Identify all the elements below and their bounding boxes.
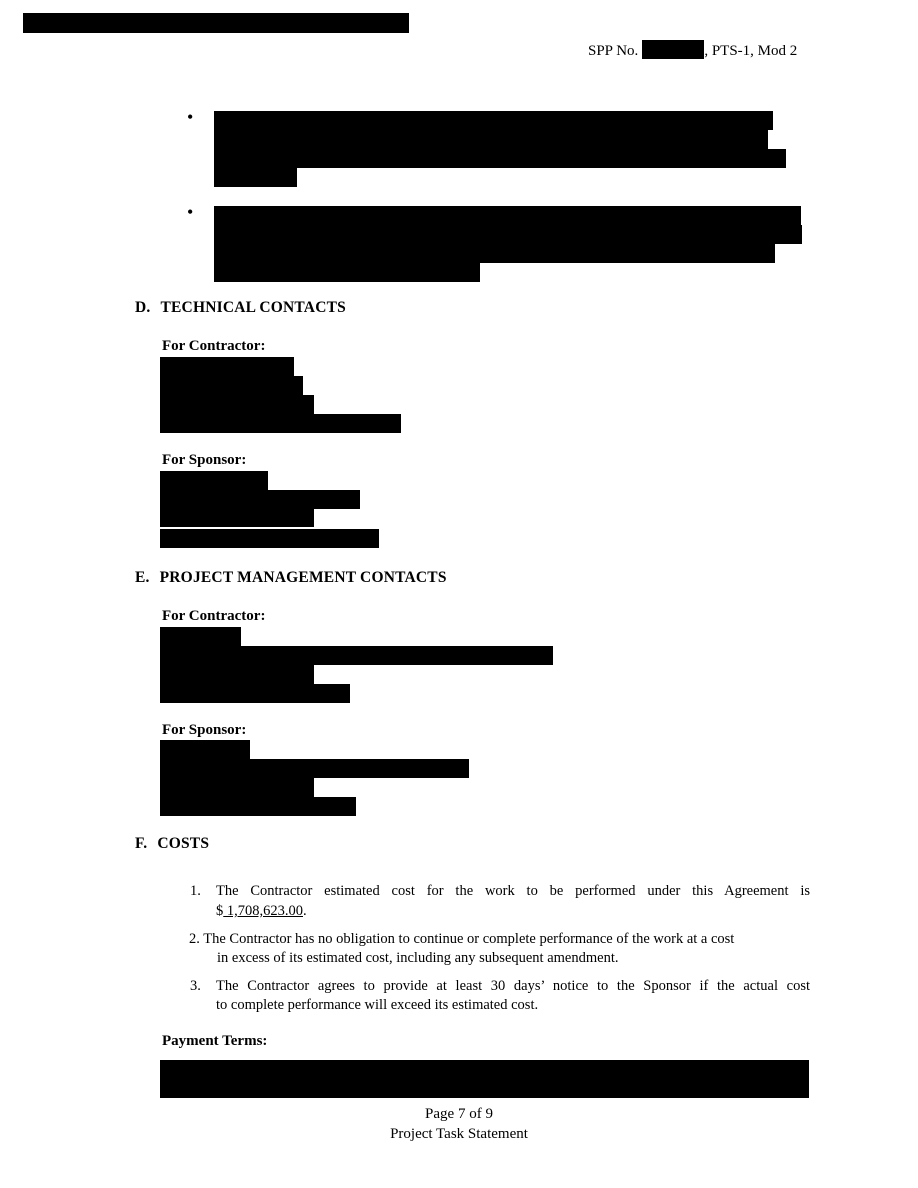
cost-amount: 1,708,623.00 [223,903,303,919]
bullet-2-redaction-line-2 [214,225,802,244]
d-contractor-redaction-4 [160,414,401,433]
spp-header [588,40,797,60]
footer-doc-title: Project Task Statement [390,1126,528,1142]
e-contractor-redaction-2 [160,646,553,665]
cost-item-1-line-2 [216,902,307,921]
bullet-2-redaction-line-4 [214,263,480,282]
e-sponsor-redaction-1 [160,740,250,759]
e-sponsor-redaction-2 [160,759,469,778]
d-sponsor-redaction-4 [160,529,379,548]
section-f-title: COSTS [157,835,210,852]
cost-item-2-number: 2. [189,931,200,947]
spp-number-redaction [642,40,704,59]
e-contractor-redaction-1 [160,627,241,646]
cost-item-1-number: 1. [190,883,201,899]
redaction-top-left [23,13,409,33]
bullet-1-redaction-line-1 [214,111,773,130]
cost-item-3-line-2: to complete performance will exceed its estimated cost. [216,997,539,1013]
bullet-2-redaction-line-3 [214,244,775,263]
section-d-letter: D. [135,299,151,316]
section-e-heading [135,569,447,587]
d-sponsor-redaction-2 [160,490,360,509]
section-f-heading [135,835,209,853]
cost-dollar-sign: $ [216,903,224,919]
d-sponsor-redaction-3 [160,509,314,527]
section-d-title: TECHNICAL CONTACTS [160,299,346,316]
section-e-sponsor-label: For Sponsor: [162,722,247,738]
bullet-1: • [187,107,194,127]
bullet-2: • [187,202,194,222]
section-e-title: PROJECT MANAGEMENT CONTACTS [159,569,447,586]
d-contractor-redaction-1 [160,357,294,376]
d-contractor-redaction-2 [160,376,303,395]
bullet-1-redaction-line-2 [214,130,768,149]
cost-item-2-text-1: The Contractor has no obligation to continue or complete performance of the work at a cost [203,931,735,947]
e-sponsor-redaction-3 [160,778,314,797]
payment-terms-redaction [160,1060,809,1098]
payment-terms-label: Payment Terms: [162,1033,268,1049]
d-sponsor-redaction-1 [160,471,268,490]
bullet-1-redaction-line-3 [214,149,786,168]
cost-item-3-line-1: The Contractor agrees to provide at least 30 days’ notice to the Sponsor if the actual cost [216,978,810,994]
d-contractor-redaction-3 [160,395,314,414]
e-contractor-redaction-4 [160,684,350,703]
bullet-1-redaction-line-4 [214,168,297,187]
cost-item-2-line-2: in excess of its estimated cost, including any subsequent amendment. [217,950,619,966]
section-d-contractor-label: For Contractor: [162,338,266,354]
section-e-letter: E. [135,569,150,586]
spp-suffix: , PTS-1, Mod 2 [704,43,798,59]
section-d-sponsor-label: For Sponsor: [162,452,247,468]
section-f-letter: F. [135,835,148,852]
e-sponsor-redaction-4 [160,797,356,816]
footer-page-number: Page 7 of 9 [425,1106,493,1122]
cost-item-2-line-1 [189,930,734,949]
cost-item-1-line-1: The Contractor estimated cost for the work to be performed under this Agreement is [216,883,810,899]
spp-prefix: SPP No. [588,43,639,59]
cost-period: . [303,903,307,919]
e-contractor-redaction-3 [160,665,314,684]
cost-item-3-number: 3. [190,978,201,994]
bullet-2-redaction-line-1 [214,206,801,225]
section-e-contractor-label: For Contractor: [162,608,266,624]
section-d-heading [135,299,346,317]
